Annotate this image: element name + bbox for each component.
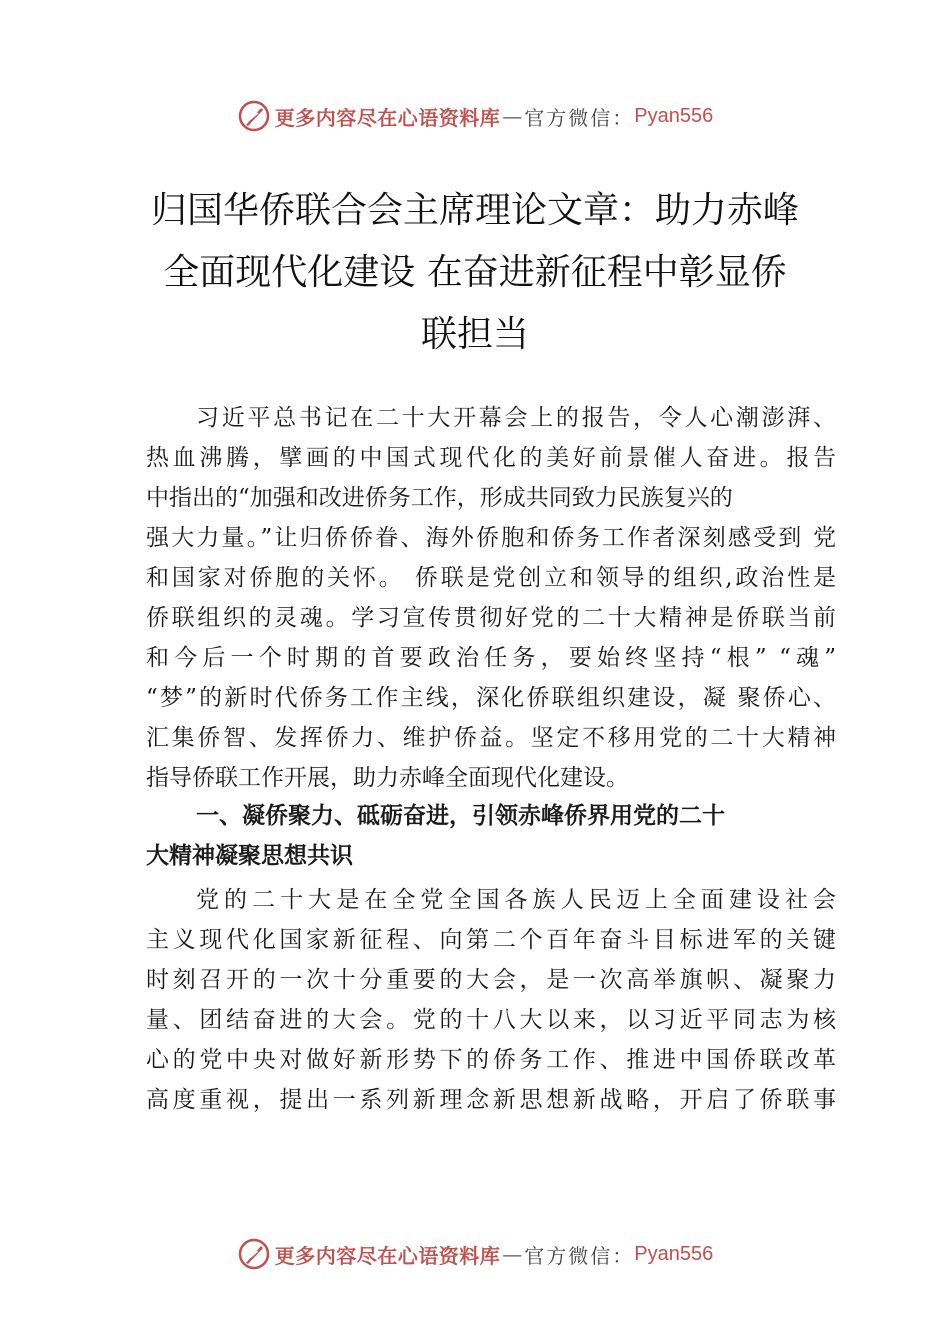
banner-dash: — (502, 1242, 523, 1266)
paragraph-line: 心的党中央对做好新形势下的侨务工作、推进中国侨联改革 (146, 1047, 836, 1073)
paragraph-line: 指导侨联工作开展，助力赤峰全面现代化建设。 (146, 765, 629, 791)
paragraph-line: 热血沸腾，擘画的中国式现代化的美好前景催人奋进。报告 (146, 445, 836, 471)
paragraph-line: 习近平总书记在二十大开幕会上的报告，令人心潮澎湃、 (196, 405, 836, 431)
paragraph-line: 主义现代化国家新征程、向第二个百年奋斗目标进军的关键 (146, 927, 836, 953)
banner-wechat-handle: Pyan556 (634, 104, 714, 127)
title-line: 联担当 (420, 314, 529, 355)
footer-watermark-banner (0, 1234, 950, 1274)
paragraph-line: 时刻召开的一次十分重要的大会，是一次高举旗帜、凝聚力 (146, 967, 836, 993)
paragraph-line: 和今后一个时期的首要政治任务，要始终坚持“根” “魂” (146, 645, 836, 671)
banner-brand-text: 更多内容尽在心语资料库 (274, 1243, 501, 1268)
paragraph-line: 党的二十大是在全党全国各族人民迈上全面建设社会 (196, 887, 836, 913)
heading-line: 大精神凝聚思想共识 (146, 843, 353, 869)
paragraph-line: 侨联组织的灵魂。学习宣传贯彻好党的二十大精神是侨联当前 (146, 605, 836, 631)
feather-pen-logo-icon (237, 1237, 271, 1271)
banner-dash: — (502, 104, 523, 128)
paragraph-line: 汇集侨智、发挥侨力、维护侨益。坚定不移用党的二十大精神 (146, 725, 836, 751)
document-title (0, 180, 950, 366)
title-line: 归国华侨联合会主席理论文章：助力赤峰 (150, 190, 799, 231)
paragraph-line: 强大力量。”让归侨侨眷、海外侨胞和侨务工作者深刻感受到 党 (146, 525, 836, 551)
paragraph-line: 高度重视，提出一系列新理念新思想新战略，开启了侨联事 (146, 1087, 836, 1113)
header-watermark-banner (0, 96, 950, 136)
heading-line: 一、凝侨聚力、砥砺奋进，引领赤峰侨界用党的二十 (196, 803, 725, 829)
banner-wechat-handle: Pyan556 (634, 1242, 714, 1265)
banner-wechat-label: 官方微信： (524, 105, 635, 130)
paragraph-line: 量、团结奋进的大会。党的十八大以来，以习近平同志为核 (146, 1007, 836, 1033)
paragraph-section-1 (146, 880, 836, 1120)
paragraph-line: “梦”的新时代侨务工作主线，深化侨联组织建设，凝 聚侨心、 (146, 685, 836, 711)
banner-wechat-label: 官方微信： (524, 1243, 635, 1268)
section-heading-1 (146, 796, 836, 876)
feather-pen-logo-icon (237, 99, 271, 133)
banner-brand-text: 更多内容尽在心语资料库 (274, 105, 501, 130)
paragraph-line: 中指出的“加强和改进侨务工作，形成共同致力民族复兴的 (146, 485, 733, 511)
paragraph-intro (146, 398, 836, 798)
title-line: 全面现代化建设 在奋进新征程中彰显侨 (163, 252, 787, 293)
paragraph-line: 和国家对侨胞的关怀。 侨联是党创立和领导的组织,政治性是 (146, 565, 836, 591)
